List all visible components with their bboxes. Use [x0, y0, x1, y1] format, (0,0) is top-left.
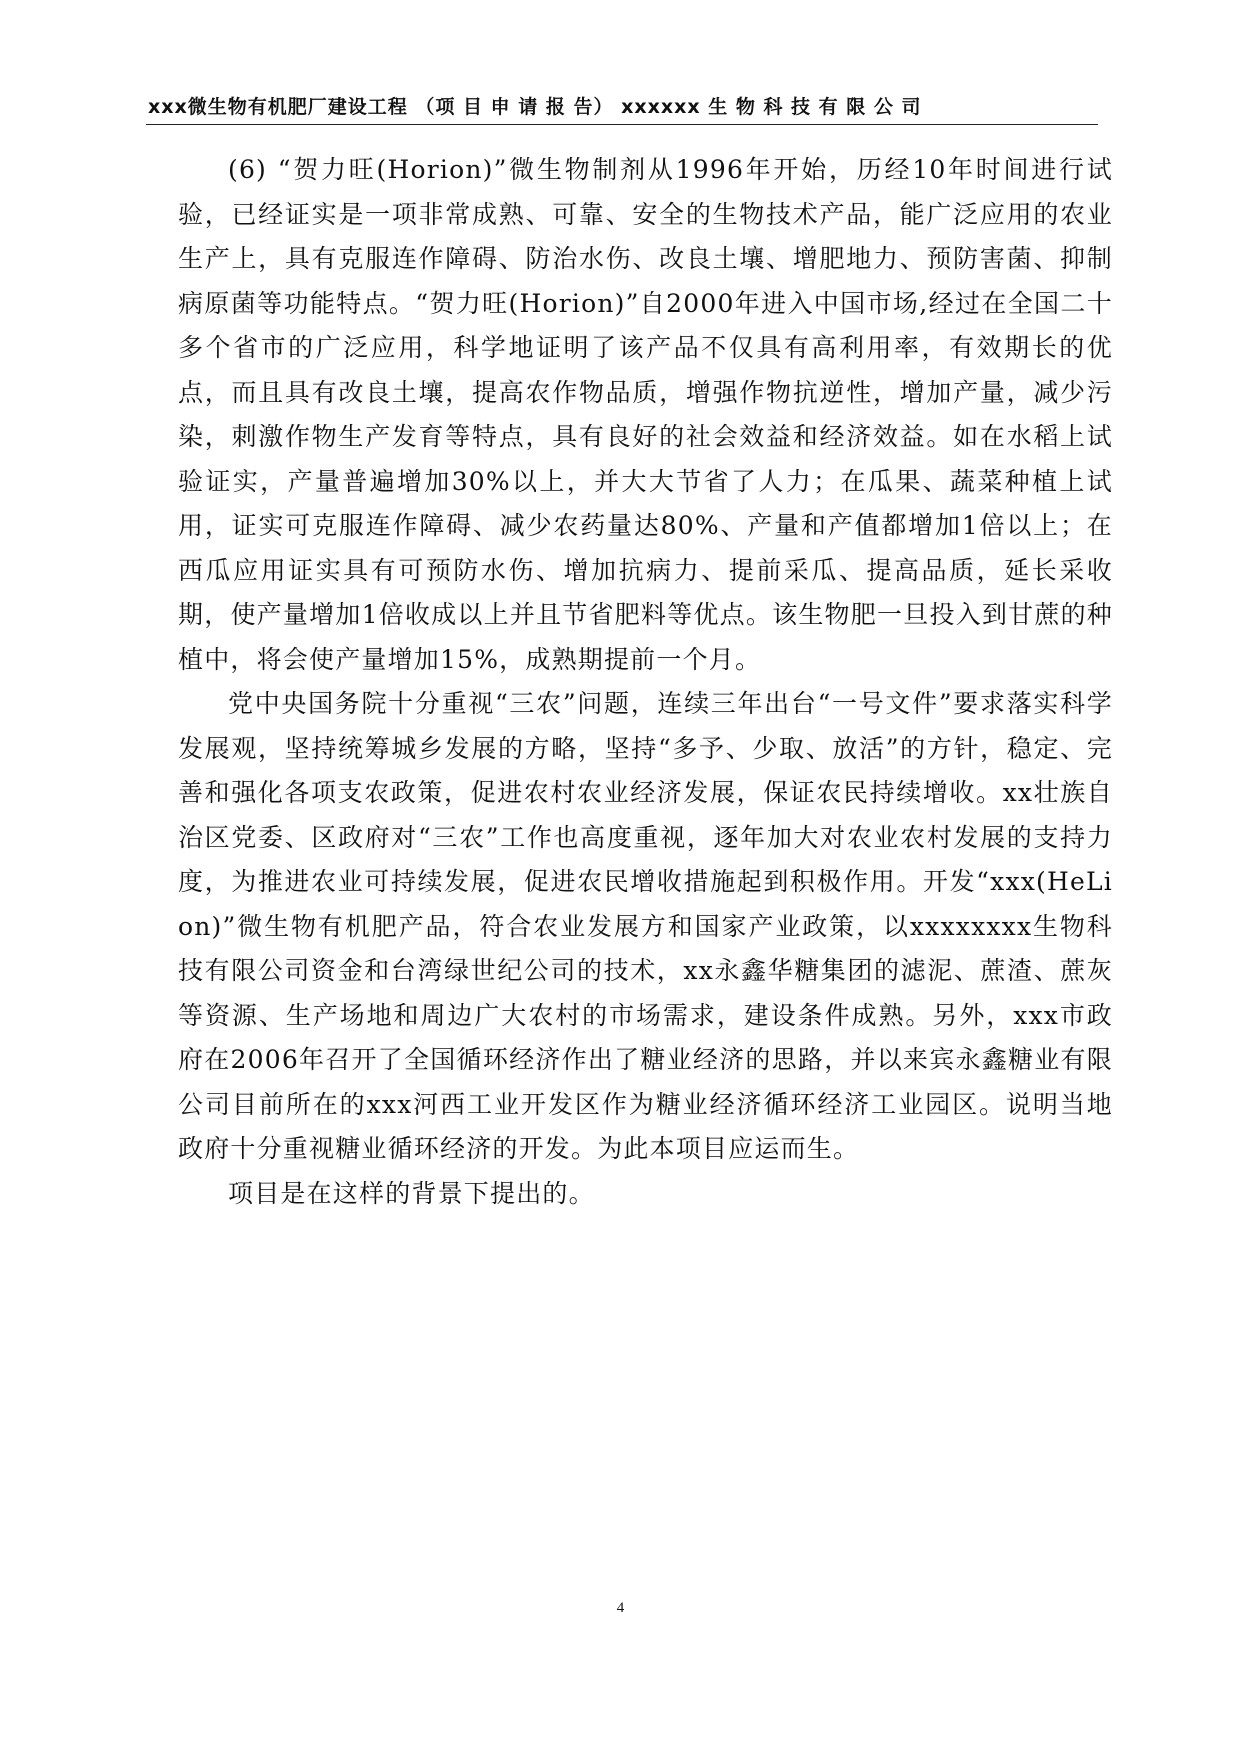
document-body — [178, 148, 1113, 1216]
paragraph-3: 项目是在这样的背景下提出的。 — [228, 1178, 595, 1208]
page-header: xxx微生物有机肥厂建设工程 （项 目 申 请 报 告） xxxxxx 生 物 科 技 有 限 公 司 — [148, 96, 922, 118]
header-rule — [146, 124, 1098, 125]
paragraph-2: 党中央国务院十分重视“三农”问题，连续三年出台“一号文件”要求落实科学发展观，坚持统筹城乡发展的方略，坚持“多予、少取、放活”的方针，稳定、完善和强化各项支农政策，促进农村农业经济发展，保证农民持续增收。xx壮族自治区党委、区政府对“三农”工作也高度重视，逐年加大对农业农村发展的支持力度，为推进农业可持续发展，促进农民增收措施起到积极作用。开发“xxx(HeLion)”微生物有机肥产品，符合农业发展方和国家产业政策，以xxxxxxxx生物科技有限公司资金和台湾绿世纪公司的技术，xx永鑫华糖集团的滤泥、蔗渣、蔗灰等资源、生产场地和周边广大农村的市场需求，建设条件成熟。另外，xxx市政府在2006年召开了全国循环经济作出了糖业经济的思路，并以来宾永鑫糖业有限公司目前所在的xxx河西工业开发区作为糖业经济循环经济工业园区。说明当地政府十分重视糖业循环经济的开发。为此本项目应运而生。 — [178, 689, 1113, 1163]
paragraph-1: (6) “贺力旺(Horion)”微生物制剂从1996年开始，历经10年时间进行试验，已经证实是一项非常成熟、可靠、安全的生物技术产品，能广泛应用的农业生产上，具有克服连作障碍、防治水伤、改良土壤、增肥地力、预防害菌、抑制病原菌等功能特点。“贺力旺(Horion)”自2000年进入中国市场,经过在全国二十多个省市的广泛应用，科学地证明了该产品不仅具有高利用率，有效期长的优点，而且具有改良土壤，提高农作物品质，增强作物抗逆性，增加产量，减少污染，刺激作物生产发育等特点，具有良好的社会效益和经济效益。如在水稻上试验证实，产量普遍增加30%以上，并大大节省了人力；在瓜果、蔬菜种植上试用，证实可克服连作障碍、减少农药量达80%、产量和产值都增加1倍以上；在西瓜应用证实具有可预防水伤、增加抗病力、提前采瓜、提高品质，延长采收期，使产量增加1倍收成以上并且节省肥料等优点。该生物肥一旦投入到甘蔗的种植中，将会使产量增加15%，成熟期提前一个月。 — [178, 155, 1113, 674]
page-number: 4 — [616, 1600, 625, 1616]
